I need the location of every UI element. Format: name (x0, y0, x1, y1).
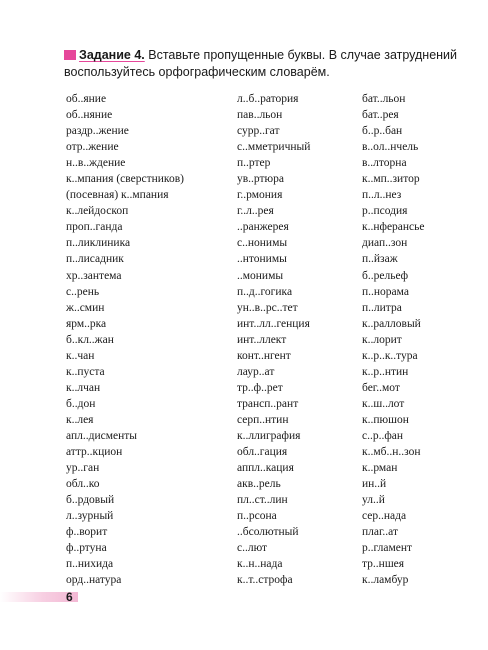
word-item: с..мметричный (237, 141, 311, 154)
word-item: к..пуста (66, 365, 105, 378)
word-item: л..б..ратория (237, 93, 299, 105)
word-item: в..лторна (362, 157, 407, 170)
word-item: об..няние (66, 109, 113, 122)
word-item: в..ол..нчель (362, 141, 419, 154)
word-item: акв..рель (237, 478, 281, 491)
task-text: Вставьте пропущенные буквы. В случае затруднений воспользуйтесь орфографическим словарём. (64, 48, 458, 79)
word-item: апл..дисменты (66, 429, 137, 442)
word-item: к..лейдоскоп (66, 205, 129, 218)
word-item: р..гламент (362, 542, 413, 555)
word-item: орд..натура (66, 574, 122, 587)
word-item: к..ллиграфия (237, 429, 301, 442)
word-item: тр..ншея (362, 558, 405, 571)
word-item: б..рельеф (362, 269, 409, 282)
word-item: ф..ртуна (66, 542, 107, 555)
word-item: п..д..гогика (237, 285, 293, 298)
word-item: аппл..кация (237, 462, 294, 475)
word-item: г..л..рея (237, 205, 274, 218)
word-item: к..чан (66, 349, 95, 362)
word-item: хр..зантема (66, 269, 122, 282)
word-item: к..ралловый (362, 317, 421, 330)
word-item: к..т..строфа (237, 574, 293, 587)
word-item: к..лорит (362, 333, 402, 346)
word-item: с..лют (237, 542, 268, 555)
word-item: п..лисадник (66, 253, 124, 266)
word-item: ярм..рка (66, 317, 107, 330)
word-item: ..бсолютный (237, 526, 299, 539)
word-item: к..мп..зитор (362, 173, 420, 186)
word-item: с..нонимы (237, 237, 288, 250)
word-item: б..кл..жан (66, 333, 114, 346)
word-item: инт..лл..генция (237, 317, 310, 330)
word-item: к..мб..н..зон (362, 446, 421, 459)
word-item: сурр..гат (237, 125, 280, 138)
word-item: бат..рея (362, 109, 399, 122)
word-item: к..лея (66, 413, 94, 426)
word-item: п..л..нез (362, 189, 402, 202)
word-item: об..яние (66, 93, 107, 105)
word-item: л..зурный (66, 510, 114, 523)
word-item: ..ранжерея (237, 221, 289, 234)
word-item: ..монимы (237, 269, 284, 282)
word-item: обл..ко (66, 478, 100, 491)
word-item: бег..мот (362, 381, 400, 394)
word-item: п..йзаж (362, 253, 398, 266)
word-item: тр..ф..рет (237, 381, 283, 394)
word-item: ..нтонимы (237, 253, 287, 266)
word-item: раздр..жение (66, 125, 129, 138)
word-item: серп..нтин (237, 413, 289, 426)
word-item: конт..нгент (237, 349, 291, 362)
word-item: н..в..ждение (66, 157, 126, 170)
word-item: отр..жение (66, 141, 119, 154)
word-item: б..рдовый (66, 494, 115, 507)
task-label: Задание 4. (79, 48, 145, 62)
word-item: г..рмония (237, 189, 283, 202)
word-item: п..ртер (237, 157, 271, 170)
word-item: к..ш..лот (362, 397, 405, 410)
word-item: п..норама (362, 285, 409, 298)
word-item: бат..льон (362, 93, 406, 105)
word-item: пав..льон (237, 109, 283, 122)
word-item: к..ламбур (362, 574, 409, 587)
word-item: к..рман (362, 462, 398, 475)
word-item: обл..гация (237, 446, 288, 459)
word-item: ув..ртюра (237, 173, 284, 186)
word-item: к..р..к..тура (362, 349, 418, 362)
word-column-2 (237, 91, 310, 588)
word-item: к..пюшон (362, 413, 409, 426)
word-item: ф..ворит (66, 526, 108, 539)
word-item: к..мпания (сверстников) (66, 173, 184, 186)
task-instruction (64, 47, 464, 81)
word-item: ур..ган (66, 462, 100, 475)
word-item: к..нферансье (362, 221, 425, 234)
word-item: ин..й (362, 478, 387, 491)
word-item: п..литра (362, 301, 402, 314)
word-item: ул..й (362, 494, 385, 507)
word-item: лаур..ат (237, 365, 275, 378)
word-item: проп..ганда (66, 221, 123, 234)
word-item: ун..в..рс..тет (237, 301, 298, 314)
word-item: б..р..бан (362, 125, 403, 138)
word-column-1 (66, 91, 184, 588)
word-item: к..р..нтин (362, 365, 409, 378)
word-item: п..ликлиника (66, 237, 131, 250)
word-item: (посевная) к..мпания (66, 189, 169, 202)
word-item: инт..ллект (237, 333, 287, 346)
word-item: с..рень (66, 285, 100, 298)
word-item: к..лчан (66, 381, 101, 394)
word-item: пл..ст..лин (237, 494, 288, 507)
word-item: ж..смин (66, 301, 105, 314)
word-item: сер..нада (362, 510, 407, 523)
word-item: б..дон (66, 397, 96, 410)
word-item: п..нихида (66, 558, 114, 571)
page-number: 6 (66, 590, 73, 604)
word-item: трансп..рант (237, 397, 299, 410)
task-marker-icon (64, 50, 76, 60)
word-item: р..псодия (362, 205, 408, 218)
word-item: с..р..фан (362, 429, 404, 442)
word-item: п..рсона (237, 510, 277, 523)
word-item: плаг..ат (362, 526, 398, 539)
word-column-3 (362, 91, 425, 588)
word-item: аттр..кцион (66, 446, 123, 459)
word-item: к..н..нада (237, 558, 283, 571)
word-item: диап..зон (362, 237, 408, 250)
